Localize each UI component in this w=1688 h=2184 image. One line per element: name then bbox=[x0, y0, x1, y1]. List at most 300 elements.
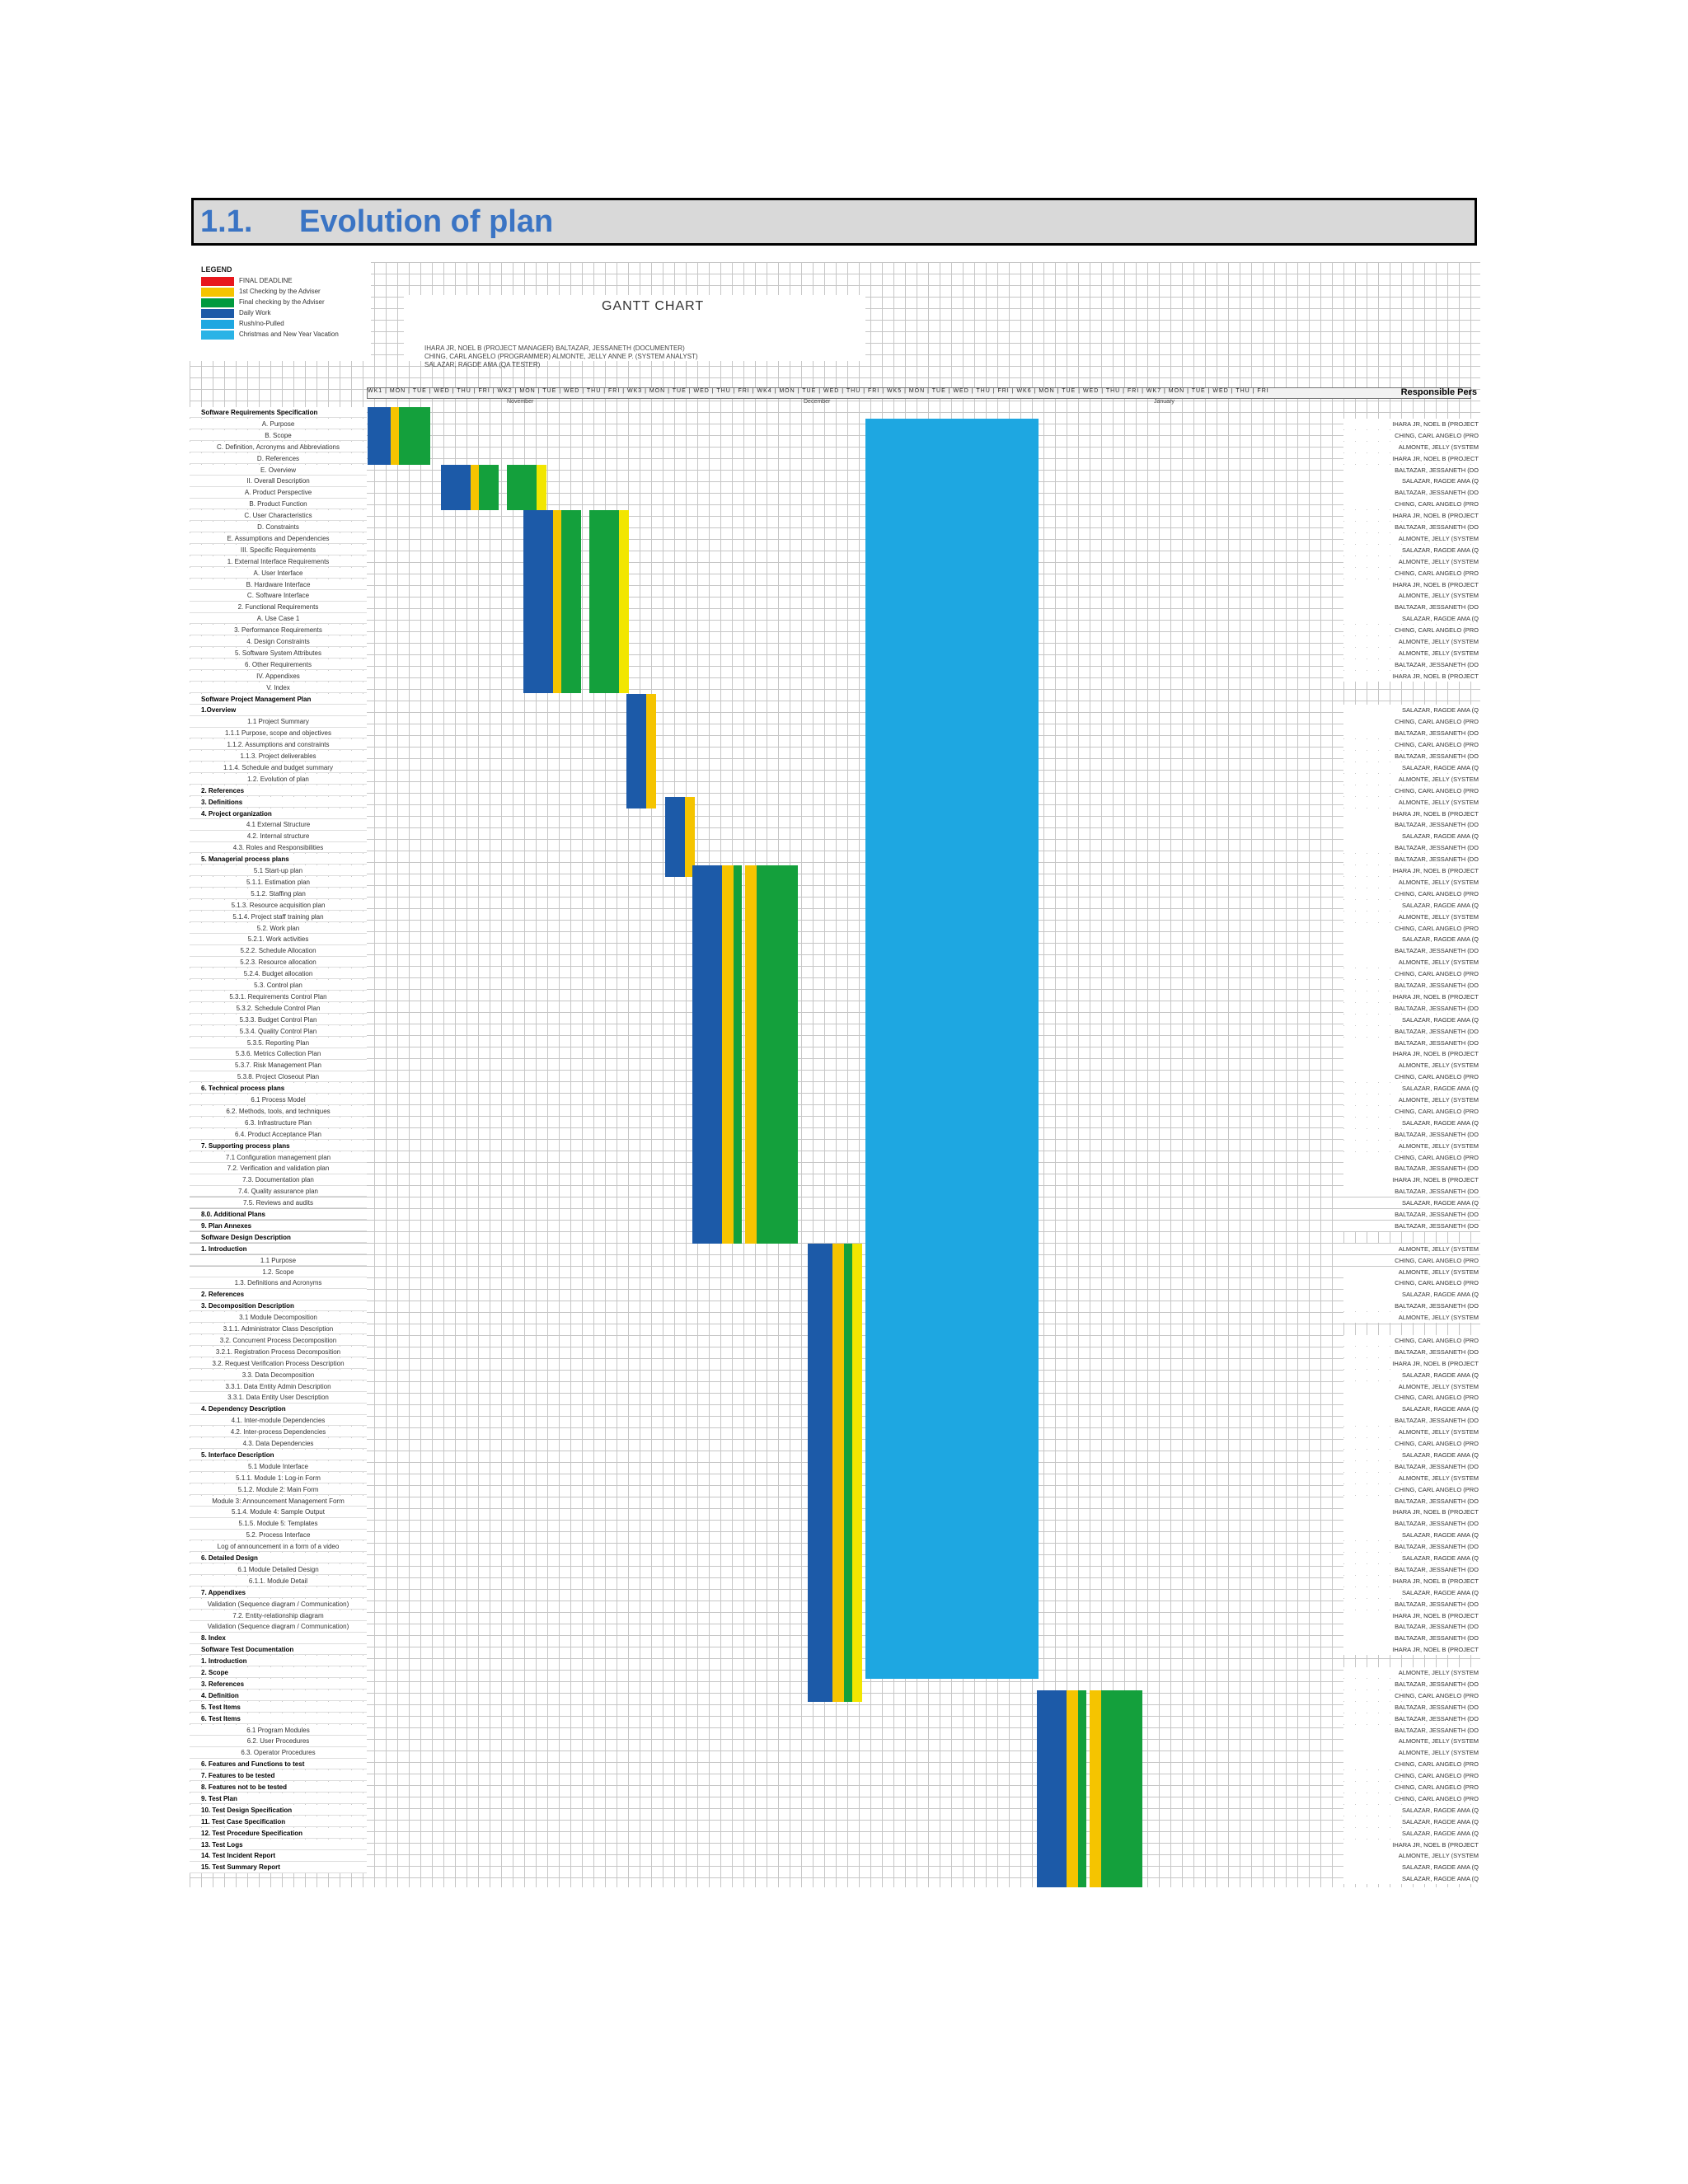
task-item: 5.3.5. Reporting Plan bbox=[190, 1038, 367, 1048]
month-label: November bbox=[507, 399, 534, 405]
responsible-person: SALAZAR, RAGDE AMA (Q bbox=[1343, 1289, 1480, 1300]
responsible-person: SALAZAR, RAGDE AMA (Q bbox=[1343, 934, 1480, 944]
task-section: 3. References bbox=[190, 1679, 367, 1690]
task-section: Software Test Documentation bbox=[190, 1644, 367, 1655]
section-title: Evolution of plan bbox=[299, 204, 554, 239]
responsible-person: BALTAZAR, JESSANETH (DO bbox=[1343, 602, 1480, 612]
gantt-bar bbox=[507, 465, 537, 511]
task-item: C. Definition, Acronyms and Abbreviations bbox=[190, 442, 367, 452]
task-section: 1. Introduction bbox=[190, 1656, 367, 1666]
responsible-person: CHING, CARL ANGELO (PRO bbox=[1343, 1690, 1480, 1701]
responsible-person: IHARA JR, NOEL B (PROJECT bbox=[1343, 865, 1480, 876]
responsible-person: BALTAZAR, JESSANETH (DO bbox=[1343, 1129, 1480, 1140]
gantt-bar bbox=[471, 465, 479, 511]
gantt-bar bbox=[441, 465, 471, 511]
task-item: 7.4. Quality assurance plan bbox=[190, 1186, 367, 1197]
task-section: 6. Detailed Design bbox=[190, 1553, 367, 1563]
responsible-person: SALAZAR, RAGDE AMA (Q bbox=[1343, 762, 1480, 773]
responsible-person: BALTAZAR, JESSANETH (DO bbox=[1343, 1026, 1480, 1037]
team-line: CHING, CARL ANGELO (PROGRAMMER) ALMONTE, JELLY ANNE P. (SYSTEM ANALYST) bbox=[424, 353, 698, 360]
responsible-person: BALTAZAR, JESSANETH (DO bbox=[1343, 1038, 1480, 1048]
responsible-person: BALTAZAR, JESSANETH (DO bbox=[1343, 980, 1480, 991]
task-item: 1.1.3. Project deliverables bbox=[190, 751, 367, 762]
task-section: 5. Interface Description bbox=[190, 1450, 367, 1460]
responsible-person: SALAZAR, RAGDE AMA (Q bbox=[1343, 1553, 1480, 1563]
legend-item bbox=[201, 298, 374, 308]
task-item: 5.2.3. Resource allocation bbox=[190, 957, 367, 968]
gantt-bar bbox=[479, 465, 499, 511]
responsible-person: SALAZAR, RAGDE AMA (Q bbox=[1343, 613, 1480, 624]
responsible-person: SALAZAR, RAGDE AMA (Q bbox=[1343, 1862, 1480, 1872]
task-item: 7.2. Entity-relationship diagram bbox=[190, 1610, 367, 1621]
task-item: 3.2.1. Registration Process Decomposition bbox=[190, 1347, 367, 1357]
responsible-person: ALMONTE, JELLY (SYSTEM bbox=[1343, 1850, 1480, 1861]
task-section: 5. Managerial process plans bbox=[190, 854, 367, 865]
responsible-person: ALMONTE, JELLY (SYSTEM bbox=[1343, 1427, 1480, 1437]
gantt-bar bbox=[852, 1244, 862, 1702]
responsible-person: IHARA JR, NOEL B (PROJECT bbox=[1343, 453, 1480, 464]
task-item: 5.2.1. Work activities bbox=[190, 934, 367, 944]
task-item: A. Use Case 1 bbox=[190, 613, 367, 624]
responsible-person: BALTAZAR, JESSANETH (DO bbox=[1343, 1209, 1480, 1220]
responsible-person: BALTAZAR, JESSANETH (DO bbox=[1343, 728, 1480, 738]
task-item: 4.2. Internal structure bbox=[190, 831, 367, 841]
task-item: 4.2. Inter-process Dependencies bbox=[190, 1427, 367, 1437]
responsible-person: ALMONTE, JELLY (SYSTEM bbox=[1343, 1747, 1480, 1758]
task-item: 3.1 Module Decomposition bbox=[190, 1312, 367, 1323]
responsible-person: IHARA JR, NOEL B (PROJECT bbox=[1343, 1507, 1480, 1517]
task-item: C. User Characteristics bbox=[190, 510, 367, 521]
responsible-person: CHING, CARL ANGELO (PRO bbox=[1343, 1255, 1480, 1266]
responsible-person: SALAZAR, RAGDE AMA (Q bbox=[1343, 1083, 1480, 1094]
task-item: 5.1 Module Interface bbox=[190, 1461, 367, 1472]
month-label: December bbox=[804, 399, 831, 405]
task-item: 1.1 Purpose bbox=[190, 1255, 367, 1266]
gantt-bar bbox=[832, 1244, 844, 1702]
responsible-person: SALAZAR, RAGDE AMA (Q bbox=[1343, 900, 1480, 911]
responsible-person: ALMONTE, JELLY (SYSTEM bbox=[1343, 556, 1480, 567]
task-item: 1.1.4. Schedule and budget summary bbox=[190, 762, 367, 773]
task-item: 3.1.1. Administrator Class Description bbox=[190, 1324, 367, 1334]
legend-swatch bbox=[201, 288, 234, 297]
responsible-person: ALMONTE, JELLY (SYSTEM bbox=[1343, 1736, 1480, 1746]
responsible-person: SALAZAR, RAGDE AMA (Q bbox=[1343, 1404, 1480, 1414]
task-item: 5.3.4. Quality Control Plan bbox=[190, 1026, 367, 1037]
responsible-person: SALAZAR, RAGDE AMA (Q bbox=[1343, 1015, 1480, 1025]
legend-item bbox=[201, 288, 374, 298]
responsible-person: CHING, CARL ANGELO (PRO bbox=[1343, 1335, 1480, 1346]
task-item: 5.1.1. Module 1: Log-in Form bbox=[190, 1473, 367, 1483]
task-section: 8. Features not to be tested bbox=[190, 1782, 367, 1793]
task-item: 5.2.2. Schedule Allocation bbox=[190, 945, 367, 956]
responsible-person: BALTAZAR, JESSANETH (DO bbox=[1343, 1713, 1480, 1724]
responsible-person: CHING, CARL ANGELO (PRO bbox=[1343, 968, 1480, 979]
task-item: 5.1.4. Module 4: Sample Output bbox=[190, 1507, 367, 1517]
task-item: 7.1 Configuration management plan bbox=[190, 1152, 367, 1163]
gantt-bar bbox=[399, 407, 430, 465]
task-item: 4.1. Inter-module Dependencies bbox=[190, 1415, 367, 1426]
task-item: 4. Design Constraints bbox=[190, 636, 367, 647]
responsible-person: CHING, CARL ANGELO (PRO bbox=[1343, 739, 1480, 750]
responsible-person: ALMONTE, JELLY (SYSTEM bbox=[1343, 590, 1480, 601]
gantt-title: GANTT CHART bbox=[602, 299, 705, 313]
gantt-bar bbox=[523, 510, 553, 693]
task-item: 6.1.1. Module Detail bbox=[190, 1576, 367, 1586]
responsible-person: ALMONTE, JELLY (SYSTEM bbox=[1343, 1667, 1480, 1678]
task-item: 6.1 Process Model bbox=[190, 1094, 367, 1105]
gantt-bar bbox=[391, 407, 399, 465]
responsible-person: ALMONTE, JELLY (SYSTEM bbox=[1343, 797, 1480, 808]
task-item: E. Overview bbox=[190, 465, 367, 476]
legend-item bbox=[201, 320, 374, 330]
responsible-person: IHARA JR, NOEL B (PROJECT bbox=[1343, 1610, 1480, 1621]
responsible-person: IHARA JR, NOEL B (PROJECT bbox=[1343, 419, 1480, 429]
responsible-person: ALMONTE, JELLY (SYSTEM bbox=[1343, 912, 1480, 922]
responsible-person: CHING, CARL ANGELO (PRO bbox=[1343, 888, 1480, 899]
task-section: Software Project Management Plan bbox=[190, 694, 367, 705]
responsible-person: IHARA JR, NOEL B (PROJECT bbox=[1343, 808, 1480, 819]
task-item: 3.3.1. Data Entity User Description bbox=[190, 1392, 367, 1403]
day-header: WK1 | MON | TUE | WED | THU | FRI | WK2 | MON | TUE | WED | THU | FRI | WK3 | MON | TUE | WED | THU | FRI | WK4 | MON | TUE | WED | THU | FRI | WK5 | MON | TUE | WED | THU | FRI | WK6 | MON | TUE | WED | THU | FRI | WK7 | MON | TUE | WED | THU | FRI bbox=[367, 387, 1471, 399]
responsible-person: BALTAZAR, JESSANETH (DO bbox=[1343, 465, 1480, 476]
responsible-person: IHARA JR, NOEL B (PROJECT bbox=[1343, 1644, 1480, 1655]
gantt-bar bbox=[692, 865, 722, 1244]
responsible-person: ALMONTE, JELLY (SYSTEM bbox=[1343, 1060, 1480, 1071]
task-section: 4. Definition bbox=[190, 1690, 367, 1701]
responsible-person: ALMONTE, JELLY (SYSTEM bbox=[1343, 1267, 1480, 1277]
task-item: 5.3. Control plan bbox=[190, 980, 367, 991]
gantt-bar bbox=[734, 865, 742, 1244]
gantt-bar bbox=[865, 419, 1039, 1679]
responsible-person: BALTAZAR, JESSANETH (DO bbox=[1343, 487, 1480, 498]
task-item: 5.3.6. Metrics Collection Plan bbox=[190, 1048, 367, 1059]
task-item: Validation (Sequence diagram / Communication) bbox=[190, 1599, 367, 1610]
task-section: 12. Test Procedure Specification bbox=[190, 1828, 367, 1839]
task-item: Log of announcement in a form of a video bbox=[190, 1541, 367, 1552]
task-section: 8.0. Additional Plans bbox=[190, 1209, 367, 1220]
responsible-person: ALMONTE, JELLY (SYSTEM bbox=[1343, 636, 1480, 647]
responsible-person: BALTAZAR, JESSANETH (DO bbox=[1343, 1564, 1480, 1575]
task-section: 2. References bbox=[190, 785, 367, 796]
responsible-person: BALTAZAR, JESSANETH (DO bbox=[1343, 522, 1480, 532]
gantt-bar bbox=[626, 694, 646, 808]
responsible-person: BALTAZAR, JESSANETH (DO bbox=[1343, 819, 1480, 830]
task-section: Software Requirements Specification bbox=[190, 407, 367, 418]
responsible-person: BALTAZAR, JESSANETH (DO bbox=[1343, 842, 1480, 853]
responsible-person: BALTAZAR, JESSANETH (DO bbox=[1343, 1301, 1480, 1311]
responsible-person: BALTAZAR, JESSANETH (DO bbox=[1343, 751, 1480, 762]
responsible-person: ALMONTE, JELLY (SYSTEM bbox=[1343, 877, 1480, 888]
task-section: 8. Index bbox=[190, 1633, 367, 1643]
responsible-person: SALAZAR, RAGDE AMA (Q bbox=[1343, 1587, 1480, 1598]
responsible-person: SALAZAR, RAGDE AMA (Q bbox=[1343, 831, 1480, 841]
task-section: 3. Definitions bbox=[190, 797, 367, 808]
responsible-person: IHARA JR, NOEL B (PROJECT bbox=[1343, 671, 1480, 682]
task-item: 5.2.4. Budget allocation bbox=[190, 968, 367, 979]
legend-label: Christmas and New Year Vacation bbox=[239, 330, 339, 338]
responsible-person: CHING, CARL ANGELO (PRO bbox=[1343, 785, 1480, 796]
responsible-person: ALMONTE, JELLY (SYSTEM bbox=[1343, 774, 1480, 785]
task-item: 7.3. Documentation plan bbox=[190, 1174, 367, 1185]
responsible-person: CHING, CARL ANGELO (PRO bbox=[1343, 499, 1480, 509]
responsible-person: ALMONTE, JELLY (SYSTEM bbox=[1343, 1094, 1480, 1105]
task-item: 5.1.4. Project staff training plan bbox=[190, 912, 367, 922]
gantt-bar bbox=[745, 865, 757, 1244]
task-item: 4.3. Data Dependencies bbox=[190, 1438, 367, 1449]
task-item: Validation (Sequence diagram / Communication) bbox=[190, 1621, 367, 1632]
responsible-person: BALTAZAR, JESSANETH (DO bbox=[1343, 1415, 1480, 1426]
task-item: 5.3.3. Budget Control Plan bbox=[190, 1015, 367, 1025]
responsible-person: BALTAZAR, JESSANETH (DO bbox=[1343, 945, 1480, 956]
responsible-header: Responsible Pers bbox=[1400, 387, 1477, 397]
responsible-person: SALAZAR, RAGDE AMA (Q bbox=[1343, 1530, 1480, 1540]
responsible-person: SALAZAR, RAGDE AMA (Q bbox=[1343, 705, 1480, 715]
legend-title: LEGEND bbox=[201, 265, 232, 274]
task-section: 6. Test Items bbox=[190, 1713, 367, 1724]
legend-label: Rush/no-Pulled bbox=[239, 320, 284, 327]
responsible-person: CHING, CARL ANGELO (PRO bbox=[1343, 1392, 1480, 1403]
gantt-bar bbox=[1078, 1690, 1086, 1887]
responsible-person: BALTAZAR, JESSANETH (DO bbox=[1343, 1541, 1480, 1552]
task-item: 3. Performance Requirements bbox=[190, 625, 367, 635]
task-item: 5.1 Start-up plan bbox=[190, 865, 367, 876]
responsible-person: BALTAZAR, JESSANETH (DO bbox=[1343, 1496, 1480, 1507]
responsible-person: BALTAZAR, JESSANETH (DO bbox=[1343, 1186, 1480, 1197]
task-section: 4. Project organization bbox=[190, 808, 367, 819]
responsible-person: CHING, CARL ANGELO (PRO bbox=[1343, 1793, 1480, 1804]
task-section: 9. Test Plan bbox=[190, 1793, 367, 1804]
responsible-person: BALTAZAR, JESSANETH (DO bbox=[1343, 1633, 1480, 1643]
task-item: A. Purpose bbox=[190, 419, 367, 429]
task-section: 11. Test Case Specification bbox=[190, 1816, 367, 1827]
responsible-person: ALMONTE, JELLY (SYSTEM bbox=[1343, 1312, 1480, 1323]
responsible-person: CHING, CARL ANGELO (PRO bbox=[1343, 568, 1480, 579]
responsible-person: CHING, CARL ANGELO (PRO bbox=[1343, 1759, 1480, 1769]
task-section: 14. Test Incident Report bbox=[190, 1850, 367, 1861]
responsible-person: BALTAZAR, JESSANETH (DO bbox=[1343, 854, 1480, 865]
responsible-person: CHING, CARL ANGELO (PRO bbox=[1343, 716, 1480, 727]
legend-swatch bbox=[201, 309, 234, 318]
responsible-person: BALTAZAR, JESSANETH (DO bbox=[1343, 1163, 1480, 1174]
responsible-person: SALAZAR, RAGDE AMA (Q bbox=[1343, 1450, 1480, 1460]
responsible-person: BALTAZAR, JESSANETH (DO bbox=[1343, 1679, 1480, 1690]
task-section: 6. Technical process plans bbox=[190, 1083, 367, 1094]
task-item: 6.2. Methods, tools, and techniques bbox=[190, 1106, 367, 1117]
task-item: 5.1.3. Resource acquisition plan bbox=[190, 900, 367, 911]
responsible-person: CHING, CARL ANGELO (PRO bbox=[1343, 1438, 1480, 1449]
team-line: IHARA JR, NOEL B (PROJECT MANAGER) BALTAZAR, JESSANETH (DOCUMENTER) bbox=[424, 344, 685, 352]
responsible-person: CHING, CARL ANGELO (PRO bbox=[1343, 923, 1480, 934]
responsible-person: SALAZAR, RAGDE AMA (Q bbox=[1343, 476, 1480, 486]
task-item: 7.5. Reviews and audits bbox=[190, 1197, 367, 1208]
legend-item bbox=[201, 309, 374, 319]
legend-item bbox=[201, 277, 374, 287]
responsible-person: SALAZAR, RAGDE AMA (Q bbox=[1343, 1370, 1480, 1380]
responsible-person: SALAZAR, RAGDE AMA (Q bbox=[1343, 1118, 1480, 1128]
responsible-person: BALTAZAR, JESSANETH (DO bbox=[1343, 1725, 1480, 1736]
task-item: 2. Functional Requirements bbox=[190, 602, 367, 612]
gantt-bar bbox=[561, 510, 581, 693]
responsible-person: SALAZAR, RAGDE AMA (Q bbox=[1343, 1805, 1480, 1816]
task-item: D. Constraints bbox=[190, 522, 367, 532]
task-item: 4.1 External Structure bbox=[190, 819, 367, 830]
task-item: II. Overall Description bbox=[190, 476, 367, 486]
legend-label: 1st Checking by the Adviser bbox=[239, 288, 321, 295]
gantt-bar bbox=[537, 465, 546, 511]
gantt-bar bbox=[1101, 1690, 1142, 1887]
responsible-person: IHARA JR, NOEL B (PROJECT bbox=[1343, 1358, 1480, 1369]
task-section: 1.Overview bbox=[190, 705, 367, 715]
task-item: B. Scope bbox=[190, 430, 367, 441]
task-item: 5.1.2. Module 2: Main Form bbox=[190, 1484, 367, 1495]
task-section: 3. Decomposition Description bbox=[190, 1301, 367, 1311]
task-item: 1.2. Evolution of plan bbox=[190, 774, 367, 785]
responsible-person: ALMONTE, JELLY (SYSTEM bbox=[1343, 533, 1480, 544]
responsible-person: ALMONTE, JELLY (SYSTEM bbox=[1343, 957, 1480, 968]
responsible-person: CHING, CARL ANGELO (PRO bbox=[1343, 430, 1480, 441]
responsible-person: SALAZAR, RAGDE AMA (Q bbox=[1343, 1828, 1480, 1839]
task-item: 6.2. User Procedures bbox=[190, 1736, 367, 1746]
task-item: 1. External Interface Requirements bbox=[190, 556, 367, 567]
task-section: 1. Introduction bbox=[190, 1244, 367, 1254]
legend-swatch bbox=[201, 320, 234, 329]
task-item: E. Assumptions and Dependencies bbox=[190, 533, 367, 544]
gantt-bar bbox=[665, 797, 685, 877]
gantt-bar bbox=[368, 407, 391, 465]
task-item: 3.2. Concurrent Process Decomposition bbox=[190, 1335, 367, 1346]
responsible-person: IHARA JR, NOEL B (PROJECT bbox=[1343, 1576, 1480, 1586]
task-section: 9. Plan Annexes bbox=[190, 1221, 367, 1231]
gantt-bar bbox=[722, 865, 734, 1244]
responsible-person: IHARA JR, NOEL B (PROJECT bbox=[1343, 1840, 1480, 1850]
responsible-person: SALAZAR, RAGDE AMA (Q bbox=[1343, 1816, 1480, 1827]
gantt-bar bbox=[1067, 1690, 1078, 1887]
responsible-person: IHARA JR, NOEL B (PROJECT bbox=[1343, 1174, 1480, 1185]
task-item: 1.1.1 Purpose, scope and objectives bbox=[190, 728, 367, 738]
task-section: 7. Appendixes bbox=[190, 1587, 367, 1598]
task-item: 1.1 Project Summary bbox=[190, 716, 367, 727]
team-line: SALAZAR, RAGDE AMA (QA TESTER) bbox=[424, 361, 541, 368]
responsible-person: BALTAZAR, JESSANETH (DO bbox=[1343, 1599, 1480, 1610]
task-section: 13. Test Logs bbox=[190, 1840, 367, 1850]
task-item: 6.3. Infrastructure Plan bbox=[190, 1118, 367, 1128]
legend-swatch bbox=[201, 330, 234, 340]
gantt-bar bbox=[844, 1244, 852, 1702]
gantt-chart-image bbox=[190, 262, 1480, 1887]
task-item: 1.3. Definitions and Acronyms bbox=[190, 1277, 367, 1288]
responsible-person: CHING, CARL ANGELO (PRO bbox=[1343, 1484, 1480, 1495]
responsible-person: BALTAZAR, JESSANETH (DO bbox=[1343, 1347, 1480, 1357]
responsible-person: BALTAZAR, JESSANETH (DO bbox=[1343, 659, 1480, 670]
task-item: 6. Other Requirements bbox=[190, 659, 367, 670]
team-members bbox=[424, 344, 853, 369]
task-item: 5.1.2. Staffing plan bbox=[190, 888, 367, 899]
responsible-person: CHING, CARL ANGELO (PRO bbox=[1343, 1770, 1480, 1781]
task-item: 1.2. Scope bbox=[190, 1267, 367, 1277]
gantt-bar bbox=[808, 1244, 832, 1702]
task-section: 10. Test Design Specification bbox=[190, 1805, 367, 1816]
responsible-person: BALTAZAR, JESSANETH (DO bbox=[1343, 1621, 1480, 1632]
responsible-person: CHING, CARL ANGELO (PRO bbox=[1343, 1071, 1480, 1082]
legend-swatch bbox=[201, 298, 234, 307]
responsible-person: ALMONTE, JELLY (SYSTEM bbox=[1343, 1244, 1480, 1254]
responsible-person: ALMONTE, JELLY (SYSTEM bbox=[1343, 1473, 1480, 1483]
responsible-person: CHING, CARL ANGELO (PRO bbox=[1343, 1106, 1480, 1117]
responsible-person: IHARA JR, NOEL B (PROJECT bbox=[1343, 579, 1480, 590]
task-section: 4. Dependency Description bbox=[190, 1404, 367, 1414]
responsible-person: ALMONTE, JELLY (SYSTEM bbox=[1343, 1141, 1480, 1151]
responsible-person: BALTAZAR, JESSANETH (DO bbox=[1343, 1003, 1480, 1014]
responsible-person: ALMONTE, JELLY (SYSTEM bbox=[1343, 442, 1480, 452]
task-item: 5.3.8. Project Closeout Plan bbox=[190, 1071, 367, 1082]
task-item: 5.3.2. Schedule Control Plan bbox=[190, 1003, 367, 1014]
task-section: 15. Test Summary Report bbox=[190, 1862, 367, 1872]
task-item: C. Software Interface bbox=[190, 590, 367, 601]
responsible-person: IHARA JR, NOEL B (PROJECT bbox=[1343, 991, 1480, 1002]
task-item: 3.2. Request Verification Process Description bbox=[190, 1358, 367, 1369]
task-item: 6.1 Program Modules bbox=[190, 1725, 367, 1736]
responsible-person: BALTAZAR, JESSANETH (DO bbox=[1343, 1461, 1480, 1472]
month-label: January bbox=[1154, 399, 1175, 405]
task-item: B. Product Function bbox=[190, 499, 367, 509]
gantt-bar bbox=[553, 510, 561, 693]
gantt-bar bbox=[619, 510, 629, 693]
legend bbox=[190, 262, 371, 361]
task-section: Software Design Description bbox=[190, 1232, 367, 1243]
section-heading bbox=[191, 198, 1477, 246]
gantt-bar bbox=[646, 694, 656, 808]
responsible-person: CHING, CARL ANGELO (PRO bbox=[1343, 1277, 1480, 1288]
responsible-person: SALAZAR, RAGDE AMA (Q bbox=[1343, 1197, 1480, 1208]
task-section: 7. Features to be tested bbox=[190, 1770, 367, 1781]
task-section: 2. Scope bbox=[190, 1667, 367, 1678]
task-item: 3.3. Data Decomposition bbox=[190, 1370, 367, 1380]
task-item: 5.2. Work plan bbox=[190, 923, 367, 934]
task-section: 5. Test Items bbox=[190, 1702, 367, 1713]
task-item: 5.2. Process Interface bbox=[190, 1530, 367, 1540]
legend-label: Final checking by the Adviser bbox=[239, 298, 325, 306]
task-item: 6.4. Product Acceptance Plan bbox=[190, 1129, 367, 1140]
task-section: 2. References bbox=[190, 1289, 367, 1300]
task-item: 5.3.1. Requirements Control Plan bbox=[190, 991, 367, 1002]
responsible-person: BALTAZAR, JESSANETH (DO bbox=[1343, 1518, 1480, 1529]
gantt-bar bbox=[1090, 1690, 1101, 1887]
gantt-bar bbox=[1037, 1690, 1067, 1887]
responsible-person: IHARA JR, NOEL B (PROJECT bbox=[1343, 510, 1480, 521]
responsible-person: BALTAZAR, JESSANETH (DO bbox=[1343, 1702, 1480, 1713]
responsible-person: IHARA JR, NOEL B (PROJECT bbox=[1343, 1048, 1480, 1059]
gantt-bar bbox=[757, 865, 798, 1244]
task-item: III. Specific Requirements bbox=[190, 545, 367, 555]
responsible-person: CHING, CARL ANGELO (PRO bbox=[1343, 1152, 1480, 1163]
task-item: Module 3: Announcement Management Form bbox=[190, 1496, 367, 1507]
task-item: D. References bbox=[190, 453, 367, 464]
task-item: A. Product Perspective bbox=[190, 487, 367, 498]
legend-label: FINAL DEADLINE bbox=[239, 277, 293, 284]
task-item: 1.1.2. Assumptions and constraints bbox=[190, 739, 367, 750]
task-section: 7. Supporting process plans bbox=[190, 1141, 367, 1151]
legend-item bbox=[201, 330, 374, 340]
legend-swatch bbox=[201, 277, 234, 286]
responsible-person: BALTAZAR, JESSANETH (DO bbox=[1343, 1221, 1480, 1231]
responsible-person: SALAZAR, RAGDE AMA (Q bbox=[1343, 545, 1480, 555]
section-number: 1.1. bbox=[200, 204, 253, 239]
responsible-person: ALMONTE, JELLY (SYSTEM bbox=[1343, 648, 1480, 658]
task-item: 3.3.1. Data Entity Admin Description bbox=[190, 1381, 367, 1392]
task-item: 5.3.7. Risk Management Plan bbox=[190, 1060, 367, 1071]
responsible-person: SALAZAR, RAGDE AMA (Q bbox=[1343, 1873, 1480, 1884]
task-item: 6.1 Module Detailed Design bbox=[190, 1564, 367, 1575]
